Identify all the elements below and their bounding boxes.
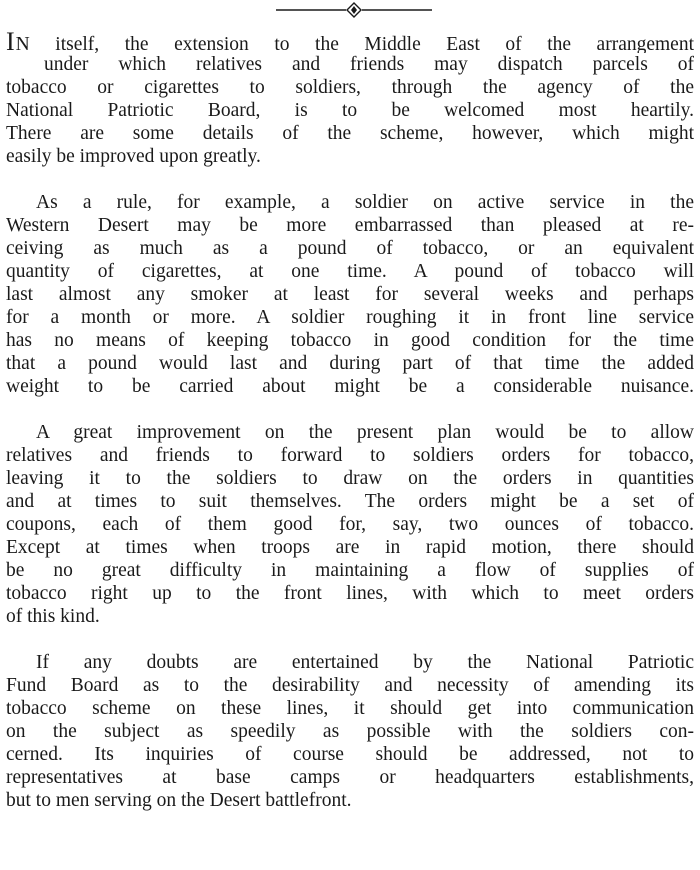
article-line: tobacco scheme on these lines, it should get into communication [6, 698, 694, 719]
article-line: cerned. Its inquiries of course should be addressed, not to [6, 744, 694, 765]
article-line: ceiving as much as a pound of tobacco, or an equivalent [6, 238, 694, 259]
divider-ornament [276, 2, 432, 18]
article-line: National Patriotic Board, is to be welcomed most heartily. [6, 100, 694, 121]
article-line: A great improvement on the present plan would be to allow [36, 422, 694, 443]
article-line: Western Desert may be more embarrassed than pleased at re- [6, 215, 694, 236]
article-line: IN itself, the extension to the Middle East of the arrangement [6, 30, 694, 53]
drop-cap: I [6, 30, 15, 53]
article-line: representatives at base camps or headquarters establishments, [6, 767, 694, 788]
article-line: coupons, each of them good for, say, two ounces of tobacco. [6, 514, 694, 535]
editorial-article [6, 30, 694, 812]
article-line: quantity of cigarettes, at one time. A pound of tobacco will [6, 261, 694, 282]
paragraph-1 [6, 30, 694, 168]
article-line: As a rule, for example, a soldier on active service in the [36, 192, 694, 213]
article-line: tobacco or cigarettes to soldiers, through the agency of the [6, 77, 694, 98]
article-line: If any doubts are entertained by the National Patriotic [36, 652, 694, 673]
article-line: on the subject as speedily as possible with the soldiers con- [6, 721, 694, 742]
paragraph-4 [6, 651, 694, 812]
article-line: has no means of keeping tobacco in good condition for the time [6, 330, 694, 351]
article-line: easily be improved upon greatly. [6, 146, 261, 167]
article-line: and at times to suit themselves. The orders might be a set of [6, 491, 694, 512]
article-line: under which relatives and friends may dispatch parcels of [44, 54, 694, 75]
paragraph-2 [6, 191, 694, 398]
article-line: Fund Board as to the desirability and necessity of amending its [6, 675, 694, 696]
article-line: that a pound would last and during part of that time the added [6, 353, 694, 374]
article-line: of this kind. [6, 606, 100, 627]
paragraph-3 [6, 421, 694, 628]
article-line: leaving it to the soldiers to draw on the orders in quantities [6, 468, 694, 489]
article-line: but to men serving on the Desert battlefront. [6, 790, 352, 811]
article-line: for a month or more. A soldier roughing it in front line service [6, 307, 694, 328]
article-line: be no great difficulty in maintaining a flow of supplies of [6, 560, 694, 581]
article-line: last almost any smoker at least for several weeks and perhaps [6, 284, 694, 305]
article-line: tobacco right up to the front lines, with which to meet orders [6, 583, 694, 604]
article-line: weight to be carried about might be a considerable nuisance. [6, 376, 694, 397]
article-line: relatives and friends to forward to soldiers orders for tobacco, [6, 445, 694, 466]
article-line: There are some details of the scheme, however, which might [6, 123, 694, 144]
article-line: Except at times when troops are in rapid motion, there should [6, 537, 694, 558]
